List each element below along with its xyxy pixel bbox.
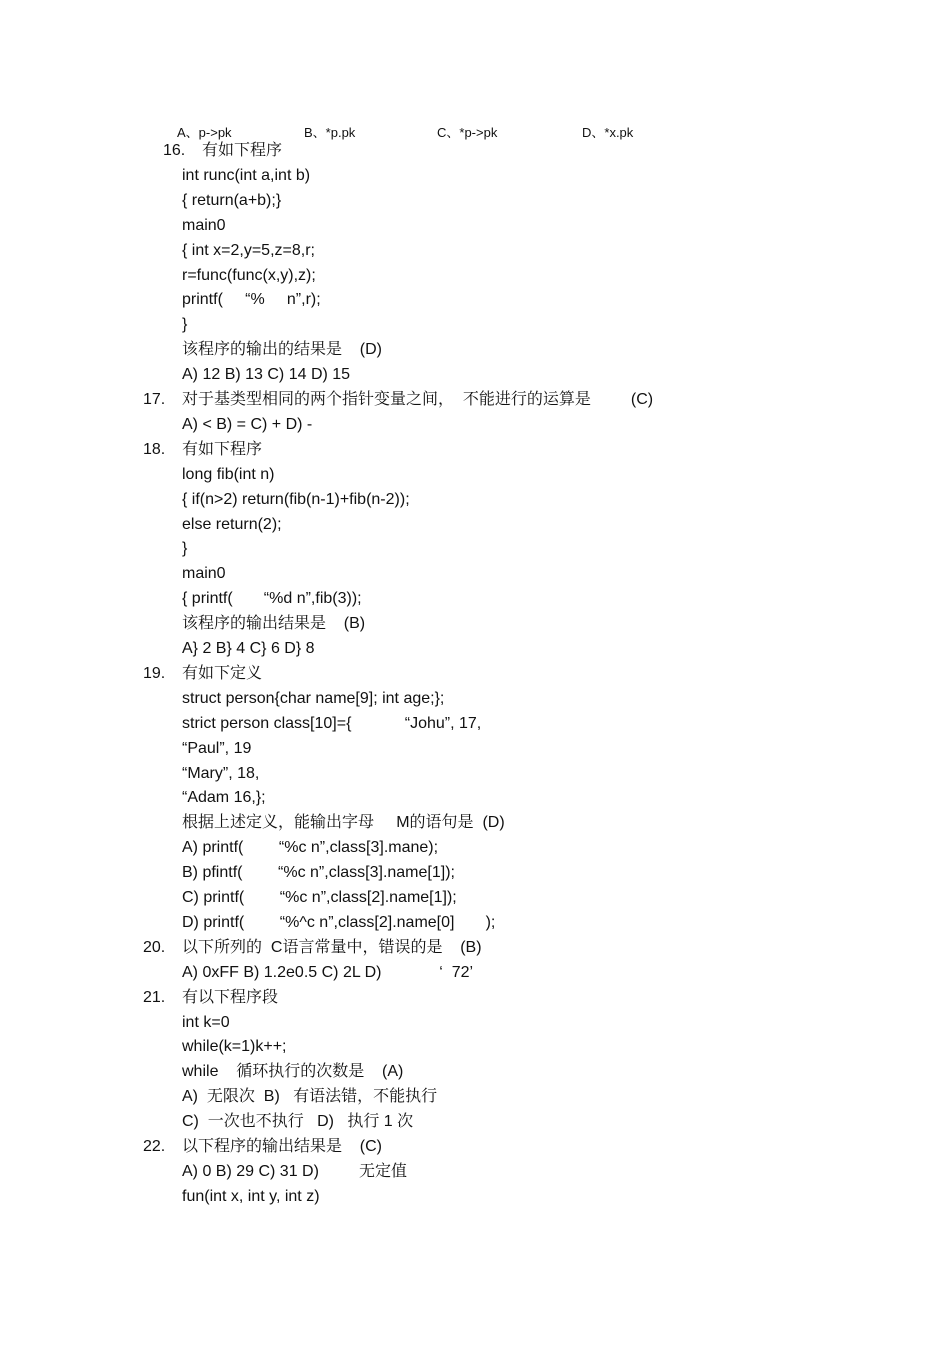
question-line: main0 [182,565,226,583]
question-number: 19. [143,664,166,682]
question-line: while(k=1)k++; [182,1038,287,1056]
question-line: A} 2 B} 4 C} 6 D} 8 [182,640,315,657]
question-line: while 循环执行的次数是 (A) [182,1063,404,1081]
question-number: 18. [143,440,166,458]
question-line: } [182,316,188,334]
question-line: A) 12 B) 13 C) 14 D) 15 [182,366,351,384]
question-line: 该程序的输出结果是 (B) [182,615,366,633]
question-line: A) 0xFF B) 1.2e0.5 C) 2L D) ‘ 72’ [182,963,474,981]
question-line: main0 [182,216,226,234]
option-a: A、p->pk [177,125,232,140]
question-stem: 有如下定义 [182,664,263,682]
question-line: “Paul”, 19 [182,739,252,757]
question-number: 20. [143,938,166,956]
option-c: C、*p->pk [437,125,498,140]
question-stem: 对于基类型相同的两个指针变量之间， 不能进行的运算是 (C) [182,391,654,408]
question-number: 22. [143,1138,166,1155]
question-line: D) printf( “%^c n”,class[2].name[0] ); [182,913,496,931]
question-line: A) printf( “%c n”,class[3].mane); [182,839,439,857]
question-line: strict person class[10]={ “Johu”, 17, [182,714,482,732]
question-line: B) pfintf( “%c n”,class[3].name[1]); [182,864,455,882]
question-number: 17. [143,391,166,408]
question-line: else return(2); [182,515,282,533]
option-b: B、*p.pk [304,125,356,140]
question-line: int k=0 [182,1013,230,1031]
question-line: “Mary”, 18, [182,764,260,782]
question-line: fun(int x, int y, int z) [182,1187,320,1205]
question-line: struct person{char name[9]; int age;}; [182,689,445,707]
question-line: long fib(int n) [182,465,275,483]
question-line: A) 无限次 B) 有语法错，不能执行 [182,1088,438,1106]
question-line: C) printf( “%c n”,class[2].name[1]); [182,889,457,906]
question-line: A) < B) = C) + D) - [182,415,313,433]
question-stem: 有如下程序 [182,440,263,458]
option-d: D、*x.pk [582,125,634,140]
question-line: { if(n>2) return(fib(n-1)+fib(n-2)); [182,490,410,508]
question-line: 根据上述定义，能输出字母 M的语句是 (D) [182,814,505,832]
question-stem: 以下程序的输出结果是 (C) [182,1138,382,1155]
question-line: int runc(int a,int b) [182,166,311,184]
question-number: 16. [163,142,186,159]
question-line: r=func(func(x,y),z); [182,266,316,284]
question-line: A) 0 B) 29 C) 31 D) 无定值 [182,1162,407,1180]
question-line: printf( “% n”,r); [182,291,321,309]
question-line: } [182,540,188,558]
question-line: { int x=2,y=5,z=8,r; [182,241,315,259]
question-stem: 有如下程序 [202,142,283,159]
question-line: 该程序的输出的结果是 (D) [182,341,382,359]
question-line: “Adam 16,}; [182,789,266,807]
question-stem: 有以下程序段 [182,988,279,1006]
question-line: { printf( “%d n”,fib(3)); [182,590,362,608]
question-line: C) 一次也不执行 D) 执行 1 次 [182,1113,414,1131]
question-number: 21. [143,988,166,1006]
question-stem: 以下所列的 C语言常量中，错误的是 (B) [182,938,482,956]
question-line: { return(a+b);} [182,191,282,209]
